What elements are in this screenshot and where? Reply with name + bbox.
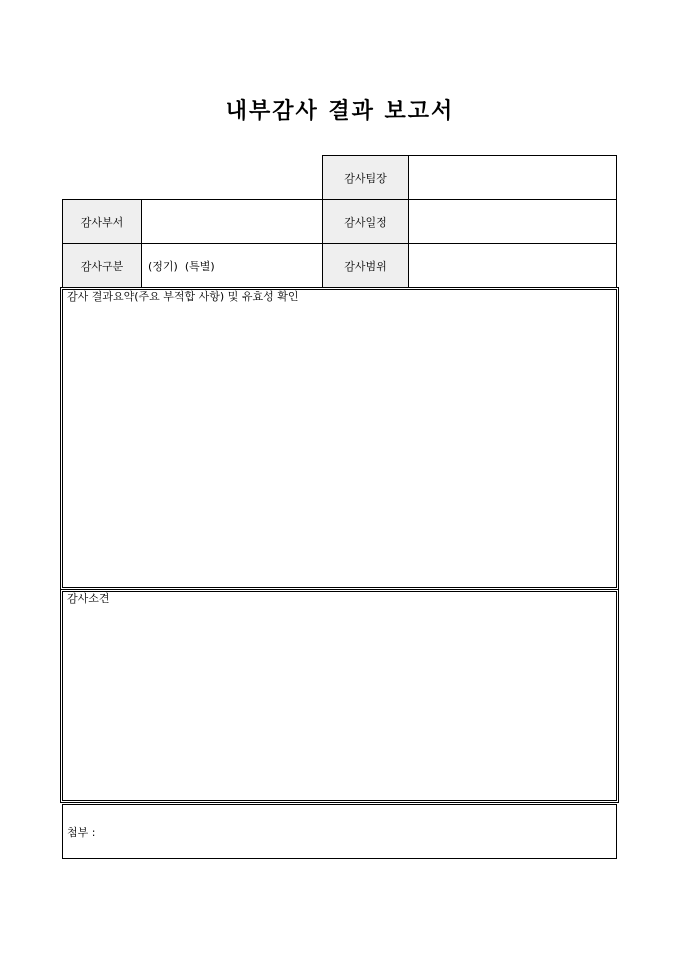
opinion-label: 감사소견 <box>67 592 110 605</box>
attachment-section[interactable] <box>62 804 617 859</box>
team-leader-label: 감사팀장 <box>322 155 409 200</box>
attachment-label: 첨부 : <box>67 825 96 839</box>
scope-field[interactable] <box>408 243 617 288</box>
schedule-label: 감사일정 <box>322 199 409 244</box>
audit-type-field[interactable]: (정기) (특별) <box>141 243 323 288</box>
team-leader-field[interactable] <box>408 155 617 200</box>
department-label: 감사부서 <box>62 199 142 244</box>
audit-type-label: 감사구분 <box>62 243 142 288</box>
summary-label: 감사 결과요약(주요 부적합 사항) 및 유효성 확인 <box>67 290 299 303</box>
document-title: 내부감사 결과 보고서 <box>225 99 455 124</box>
schedule-field[interactable] <box>408 199 617 244</box>
opinion-section[interactable] <box>62 591 617 801</box>
summary-section[interactable] <box>62 289 617 588</box>
department-field[interactable] <box>141 199 323 244</box>
scope-label: 감사범위 <box>322 243 409 288</box>
